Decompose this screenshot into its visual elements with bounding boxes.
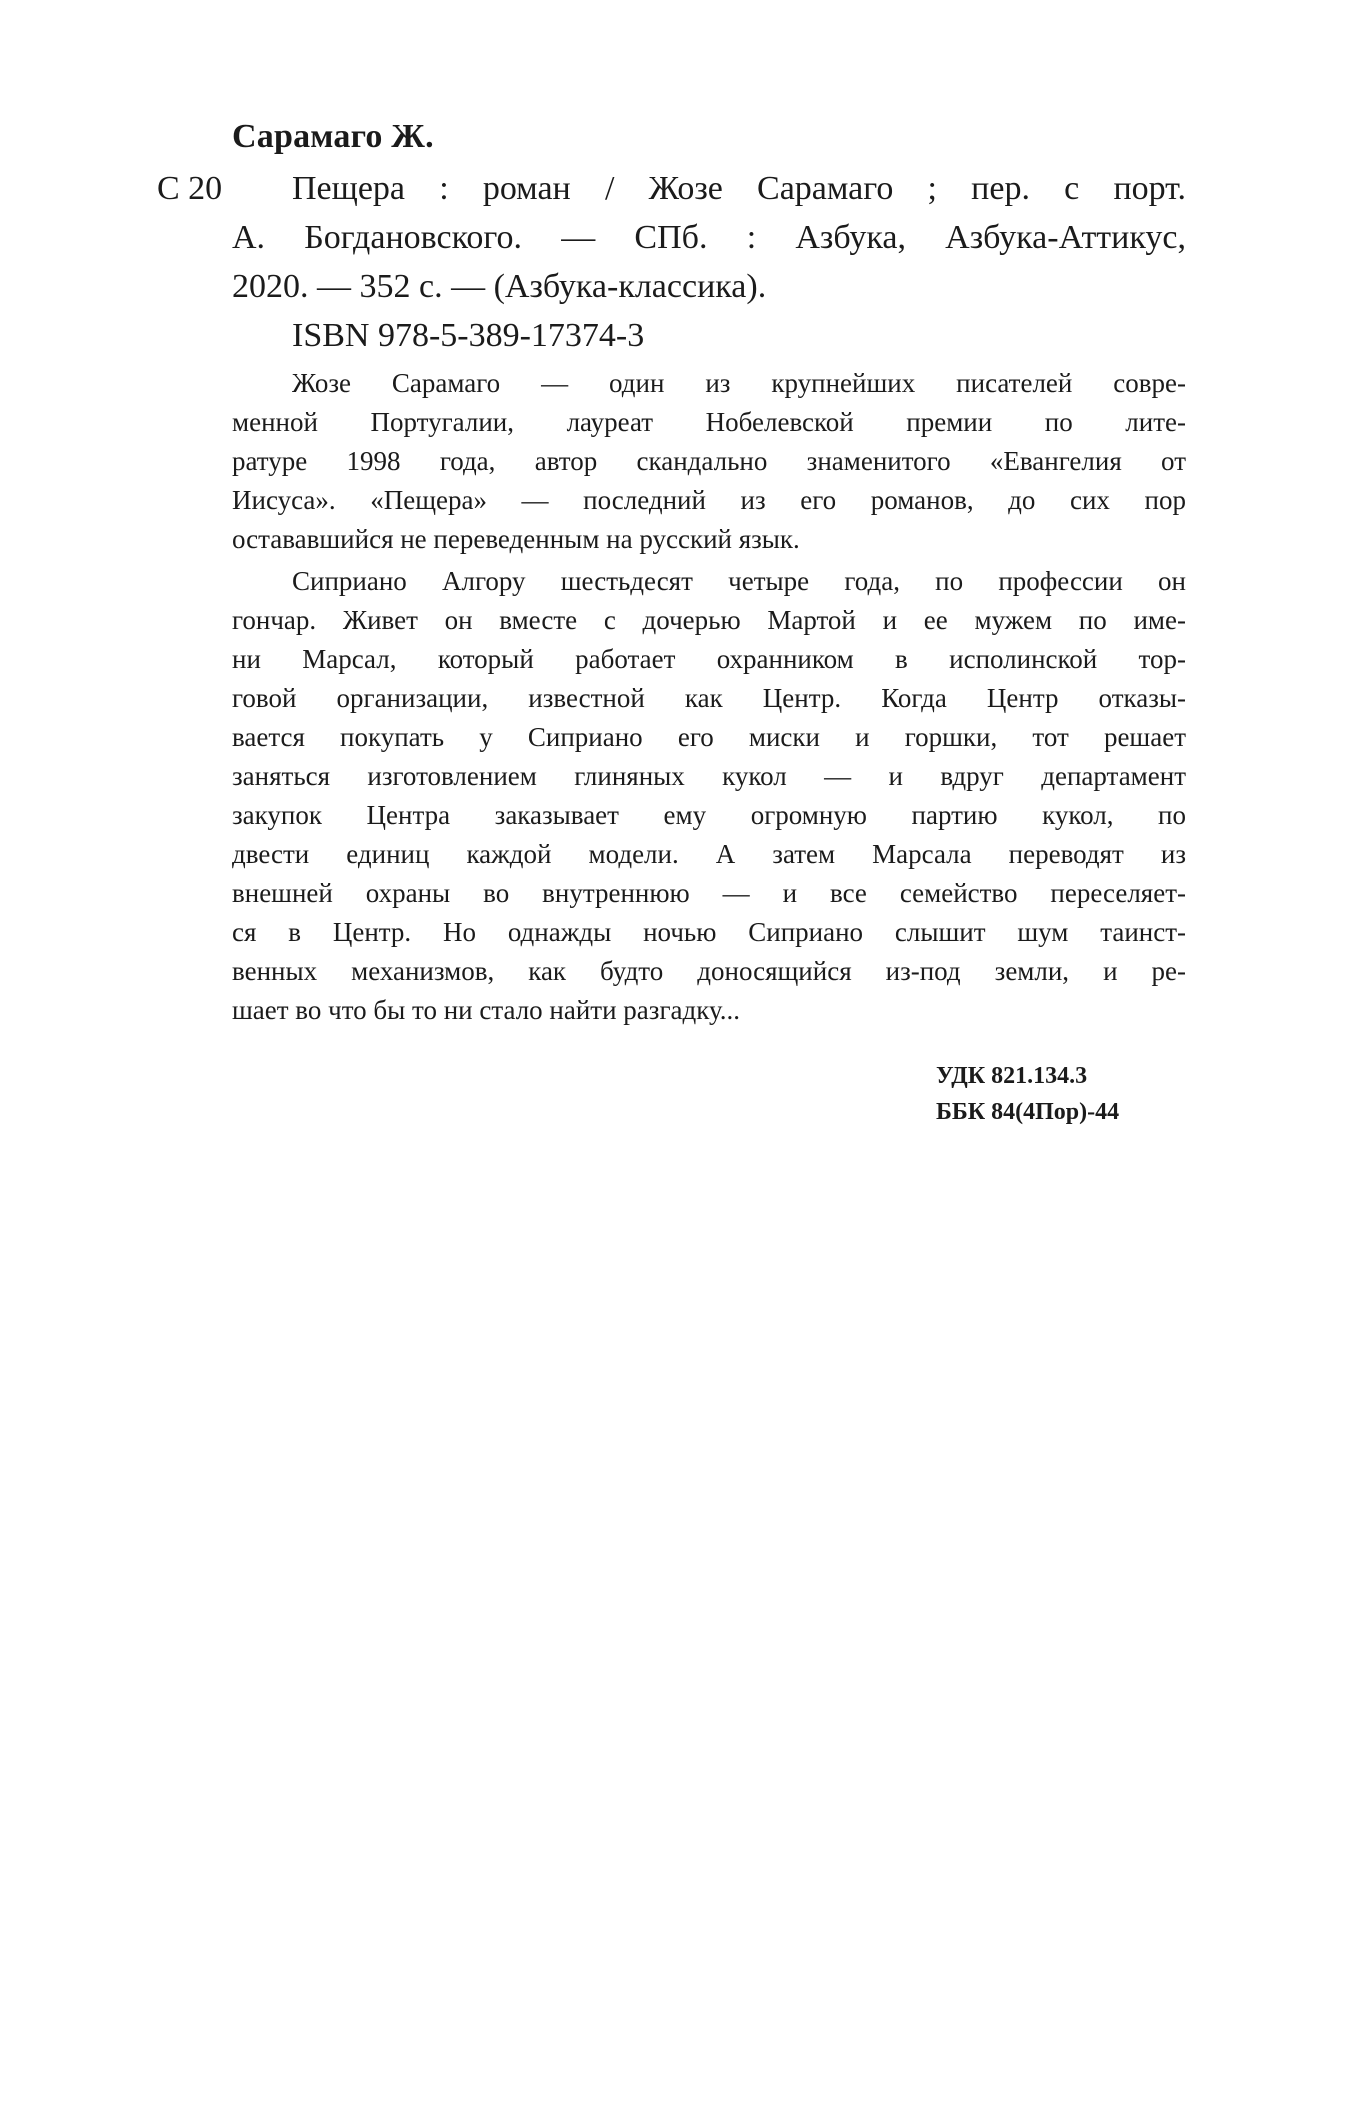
title-line-2: А. Богдановского. — СПб. : Азбука, Азбука-Аттикус, <box>232 219 1186 256</box>
abstract-line: ся в Центр. Но однажды ночью Сиприано слышит шум таинст- <box>232 917 1186 947</box>
abstract-line: закупок Центра заказывает ему огромную партию кукол, по <box>232 800 1186 830</box>
abstract-line: Иисуса». «Пещера» — последний из его романов, до сих пор <box>232 485 1186 515</box>
abstract-line: говой организации, известной как Центр. Когда Центр отказы- <box>232 683 1186 713</box>
title-line-3: 2020. — 352 с. — (Азбука-классика). <box>232 268 767 305</box>
abstract-line: вается покупать у Сиприано его миски и горшки, тот решает <box>232 722 1186 752</box>
abstract-line: заняться изготовлением глиняных кукол — и вдруг департамент <box>232 761 1186 791</box>
abstract-line: внешней охраны во внутреннюю — и все семейство переселяет- <box>232 878 1186 908</box>
author-heading: Сарамаго Ж. <box>232 118 434 155</box>
bbk-code: ББК 84(4Пор)-44 <box>936 1099 1120 1125</box>
abstract-line: гончар. Живет он вместе с дочерью Мартой и ее мужем по име- <box>232 605 1186 635</box>
classification-codes <box>936 1058 1119 1130</box>
shelf-code: С 20 <box>157 170 223 207</box>
abstract-line: шает во что бы то ни стало найти разгадку... <box>232 995 741 1025</box>
abstract-line: венных механизмов, как будто доносящийся из-под земли, и ре- <box>232 956 1186 986</box>
abstract-line: остававшийся не переведенным на русский язык. <box>232 524 800 554</box>
abstract-line: ни Марсал, который работает охранником в исполинской тор- <box>232 644 1186 674</box>
abstract-line: Жозе Сарамаго — один из крупнейших писателей совре- <box>292 368 1186 398</box>
udk-code: УДК 821.134.3 <box>936 1063 1088 1089</box>
abstract-line: двести единиц каждой модели. А затем Марсала переводят из <box>232 839 1186 869</box>
abstract-line: менной Португалии, лауреат Нобелевской премии по лите- <box>232 407 1186 437</box>
abstract-line: ратуре 1998 года, автор скандально знаменитого «Евангелия от <box>232 446 1186 476</box>
abstract-line: Сиприано Алгору шестьдесят четыре года, по профессии он <box>292 566 1186 596</box>
title-line-1: Пещера : роман / Жозе Сарамаго ; пер. с порт. <box>292 170 1186 207</box>
isbn: ISBN 978-5-389-17374-3 <box>292 317 645 354</box>
